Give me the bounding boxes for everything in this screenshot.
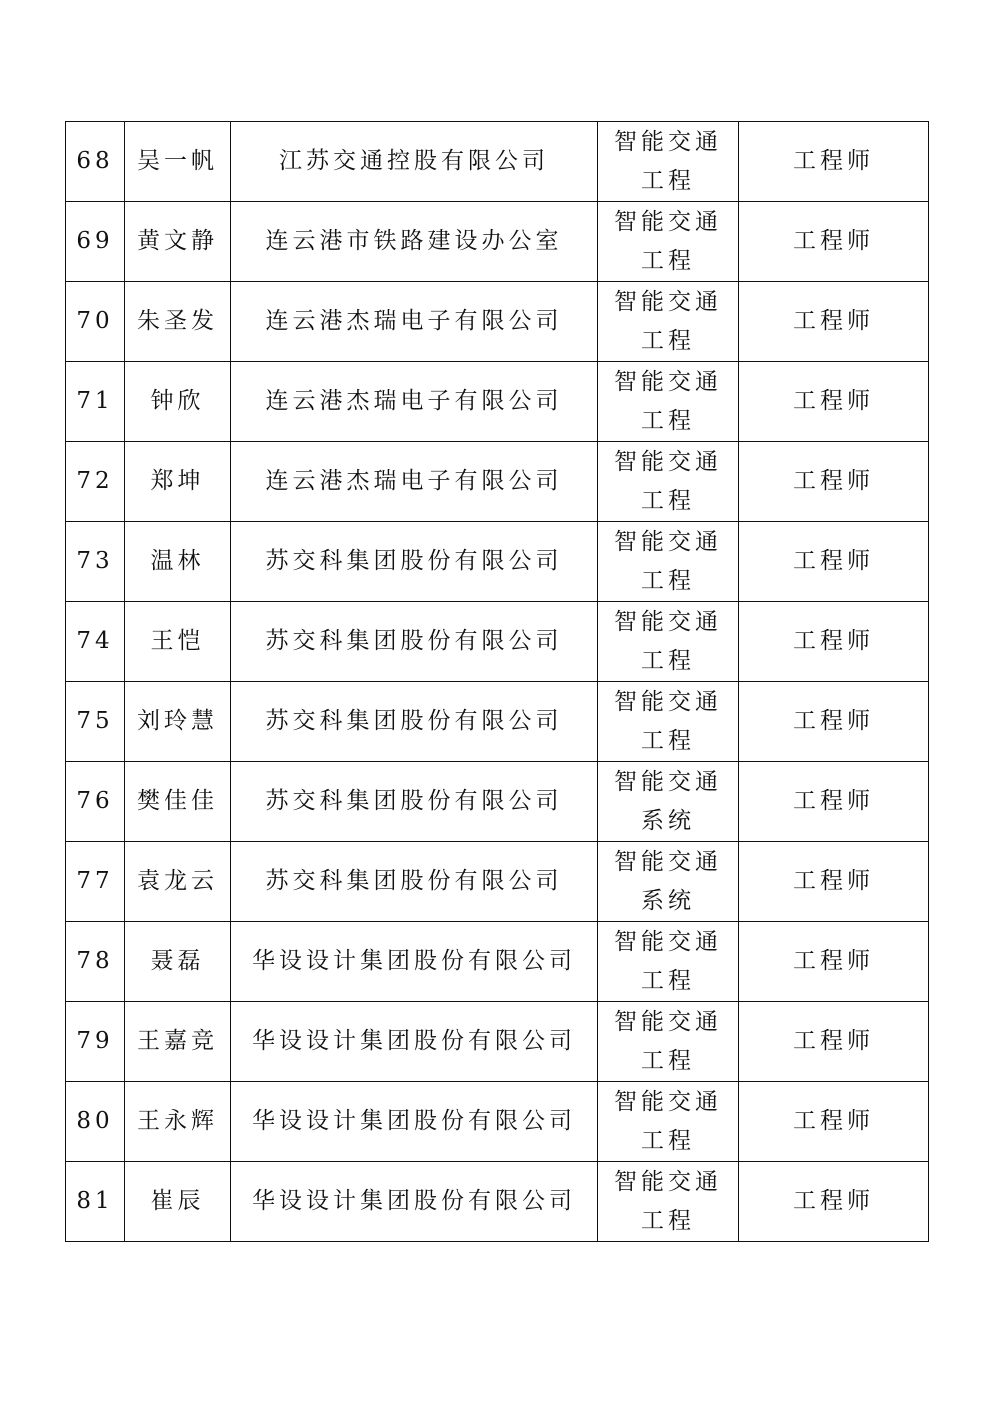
company-cell: 苏交科集团股份有限公司 (231, 522, 598, 602)
specialty-line-2: 工程 (641, 167, 695, 194)
row-number-cell: 70 (66, 282, 125, 362)
specialty-field-cell (598, 762, 739, 842)
person-name-cell: 聂磊 (125, 922, 231, 1002)
company-cell: 华设设计集团股份有限公司 (231, 1002, 598, 1082)
specialty-line-1: 智能交通 (614, 528, 722, 555)
row-number-cell: 77 (66, 842, 125, 922)
job-title-cell: 工程师 (739, 1002, 929, 1082)
company-cell: 苏交科集团股份有限公司 (231, 682, 598, 762)
specialty-line-2: 工程 (641, 727, 695, 754)
table-row (66, 202, 929, 282)
company-cell: 连云港市铁路建设办公室 (231, 202, 598, 282)
specialty-line-2: 工程 (641, 967, 695, 994)
company-cell: 华设设计集团股份有限公司 (231, 1162, 598, 1242)
row-number-cell: 76 (66, 762, 125, 842)
job-title-cell: 工程师 (739, 842, 929, 922)
specialty-line-1: 智能交通 (614, 848, 722, 875)
table-row (66, 842, 929, 922)
table-row (66, 362, 929, 442)
row-number-cell: 81 (66, 1162, 125, 1242)
company-cell: 连云港杰瑞电子有限公司 (231, 442, 598, 522)
specialty-line-1: 智能交通 (614, 1168, 722, 1195)
company-cell: 苏交科集团股份有限公司 (231, 842, 598, 922)
specialty-line-1: 智能交通 (614, 688, 722, 715)
specialty-line-1: 智能交通 (614, 1088, 722, 1115)
specialty-field-cell (598, 202, 739, 282)
specialty-line-1: 智能交通 (614, 928, 722, 955)
table-row (66, 122, 929, 202)
job-title-cell: 工程师 (739, 682, 929, 762)
company-cell: 江苏交通控股有限公司 (231, 122, 598, 202)
company-cell: 苏交科集团股份有限公司 (231, 762, 598, 842)
specialty-field-cell (598, 1002, 739, 1082)
company-cell: 连云港杰瑞电子有限公司 (231, 282, 598, 362)
specialty-line-2: 工程 (641, 1127, 695, 1154)
table-row (66, 682, 929, 762)
specialty-line-1: 智能交通 (614, 288, 722, 315)
table-row (66, 1162, 929, 1242)
person-name-cell: 崔辰 (125, 1162, 231, 1242)
table-row (66, 282, 929, 362)
row-number-cell: 75 (66, 682, 125, 762)
specialty-line-1: 智能交通 (614, 368, 722, 395)
specialty-line-1: 智能交通 (614, 768, 722, 795)
person-name-cell: 袁龙云 (125, 842, 231, 922)
specialty-field-cell (598, 682, 739, 762)
specialty-field-cell (598, 1162, 739, 1242)
company-cell: 华设设计集团股份有限公司 (231, 922, 598, 1002)
specialty-field-cell (598, 922, 739, 1002)
specialty-line-2: 工程 (641, 487, 695, 514)
job-title-cell: 工程师 (739, 522, 929, 602)
job-title-cell: 工程师 (739, 442, 929, 522)
table-row (66, 522, 929, 602)
job-title-cell: 工程师 (739, 282, 929, 362)
specialty-line-2: 工程 (641, 247, 695, 274)
specialty-line-2: 系统 (641, 887, 695, 914)
row-number-cell: 68 (66, 122, 125, 202)
specialty-line-2: 工程 (641, 1047, 695, 1074)
personnel-table (65, 121, 929, 1242)
specialty-line-1: 智能交通 (614, 208, 722, 235)
row-number-cell: 79 (66, 1002, 125, 1082)
job-title-cell: 工程师 (739, 202, 929, 282)
row-number-cell: 78 (66, 922, 125, 1002)
company-cell: 连云港杰瑞电子有限公司 (231, 362, 598, 442)
person-name-cell: 郑坤 (125, 442, 231, 522)
specialty-line-1: 智能交通 (614, 1008, 722, 1035)
specialty-field-cell (598, 522, 739, 602)
table-row (66, 602, 929, 682)
specialty-line-2: 系统 (641, 807, 695, 834)
specialty-line-1: 智能交通 (614, 608, 722, 635)
job-title-cell: 工程师 (739, 602, 929, 682)
job-title-cell: 工程师 (739, 122, 929, 202)
table-row (66, 762, 929, 842)
job-title-cell: 工程师 (739, 922, 929, 1002)
job-title-cell: 工程师 (739, 362, 929, 442)
row-number-cell: 73 (66, 522, 125, 602)
row-number-cell: 80 (66, 1082, 125, 1162)
specialty-field-cell (598, 602, 739, 682)
person-name-cell: 王嘉竞 (125, 1002, 231, 1082)
specialty-line-1: 智能交通 (614, 448, 722, 475)
specialty-line-2: 工程 (641, 327, 695, 354)
person-name-cell: 朱圣发 (125, 282, 231, 362)
person-name-cell: 温林 (125, 522, 231, 602)
company-cell: 苏交科集团股份有限公司 (231, 602, 598, 682)
person-name-cell: 吴一帆 (125, 122, 231, 202)
person-name-cell: 樊佳佳 (125, 762, 231, 842)
specialty-field-cell (598, 282, 739, 362)
person-name-cell: 钟欣 (125, 362, 231, 442)
specialty-line-2: 工程 (641, 407, 695, 434)
job-title-cell: 工程师 (739, 1162, 929, 1242)
specialty-field-cell (598, 1082, 739, 1162)
specialty-line-2: 工程 (641, 567, 695, 594)
company-cell: 华设设计集团股份有限公司 (231, 1082, 598, 1162)
specialty-line-2: 工程 (641, 647, 695, 674)
person-name-cell: 王永辉 (125, 1082, 231, 1162)
row-number-cell: 74 (66, 602, 125, 682)
specialty-line-1: 智能交通 (614, 128, 722, 155)
person-name-cell: 王恺 (125, 602, 231, 682)
table-row (66, 1082, 929, 1162)
specialty-field-cell (598, 362, 739, 442)
personnel-table-body (66, 122, 929, 1242)
person-name-cell: 黄文静 (125, 202, 231, 282)
row-number-cell: 72 (66, 442, 125, 522)
specialty-field-cell (598, 842, 739, 922)
row-number-cell: 69 (66, 202, 125, 282)
job-title-cell: 工程师 (739, 1082, 929, 1162)
table-row (66, 922, 929, 1002)
specialty-field-cell (598, 442, 739, 522)
table-row (66, 1002, 929, 1082)
person-name-cell: 刘玲慧 (125, 682, 231, 762)
specialty-field-cell (598, 122, 739, 202)
table-row (66, 442, 929, 522)
job-title-cell: 工程师 (739, 762, 929, 842)
specialty-line-2: 工程 (641, 1207, 695, 1234)
row-number-cell: 71 (66, 362, 125, 442)
